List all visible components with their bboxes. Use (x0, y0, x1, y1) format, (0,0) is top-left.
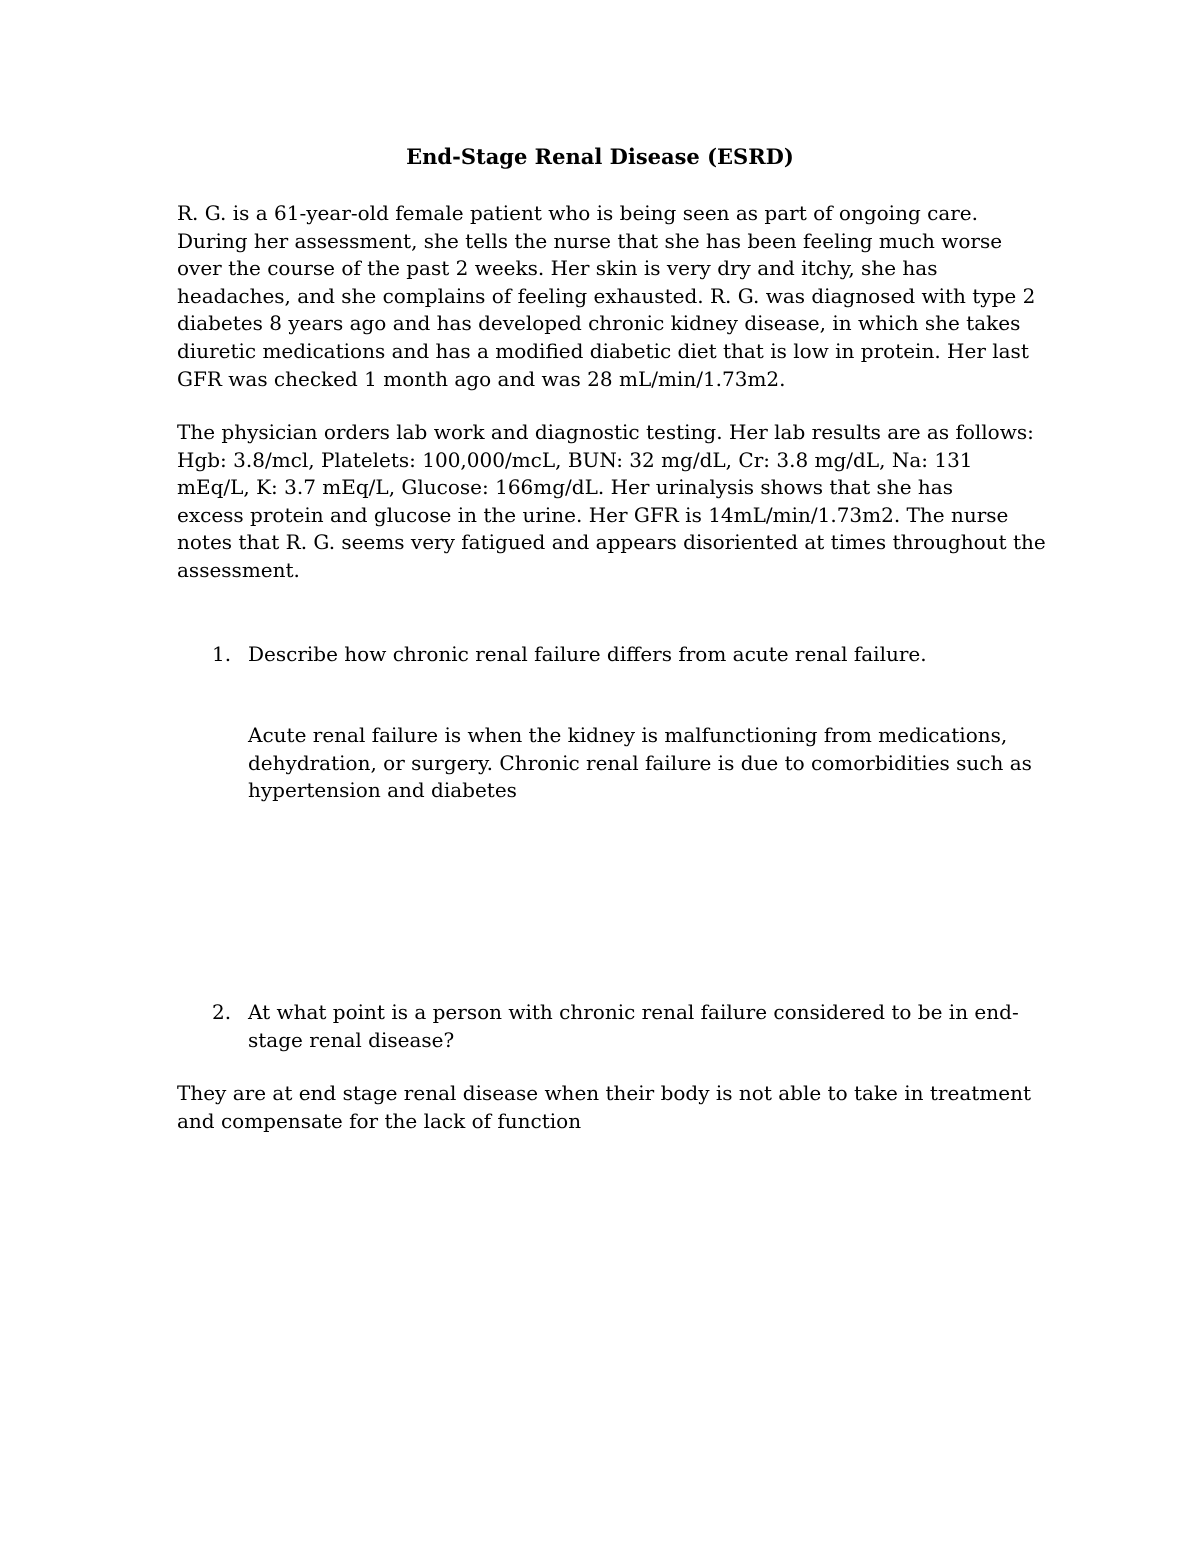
paragraph-line: The physician orders lab work and diagnostic testing. Her lab results are as follows: (177, 420, 1034, 444)
paragraph-line: GFR was checked 1 month ago and was 28 mL/min/1.73m2. (177, 366, 786, 391)
question-line: stage renal disease? (248, 1027, 455, 1052)
question-line: At what point is a person with chronic renal failure considered to be in end- (248, 1000, 1019, 1024)
answer-2 (177, 1080, 1037, 1135)
answer-line: hypertension and diabetes (248, 778, 517, 803)
paragraph-line: diabetes 8 years ago and has developed chronic kidney disease, in which she takes (177, 311, 1021, 336)
paragraph-line: mEq/L, K: 3.7 mEq/L, Glucose: 166mg/dL. Her urinalysis shows that she has (177, 475, 953, 500)
question-line: Describe how chronic renal failure differs from acute renal failure. (248, 642, 927, 666)
paragraph-line: over the course of the past 2 weeks. Her skin is very dry and itchy, she has (177, 256, 938, 281)
answer-1 (248, 722, 1038, 805)
paragraph-line: R. G. is a 61-year-old female patient who is being seen as part of ongoing care. (177, 201, 978, 225)
paragraph-line: notes that R. G. seems very fatigued and appears disoriented at times throughout the (177, 530, 1046, 555)
question-2-number: 2. (212, 1000, 232, 1024)
answer-line: and compensate for the lack of function (177, 1108, 582, 1133)
paragraph-line: headaches, and she complains of feeling exhausted. R. G. was diagnosed with type 2 (177, 283, 1036, 308)
paragraph-line: assessment. (177, 557, 300, 582)
answer-line: They are at end stage renal disease when their body is not able to take in treatment (177, 1081, 1031, 1105)
paragraph-line: Hgb: 3.8/mcl, Platelets: 100,000/mcL, BUN: 32 mg/dL, Cr: 3.8 mg/dL, Na: 131 (177, 447, 973, 472)
case-paragraph-1 (177, 200, 1037, 393)
document-title: End-Stage Renal Disease (ESRD) (406, 144, 794, 169)
paragraph-line: During her assessment, she tells the nurse that she has been feeling much worse (177, 228, 1003, 253)
question-2-text (248, 999, 1038, 1054)
paragraph-line: diuretic medications and has a modified diabetic diet that is low in protein. Her last (177, 338, 1029, 363)
case-paragraph-2 (177, 419, 1046, 585)
question-1-number: 1. (212, 642, 232, 666)
paragraph-line: excess protein and glucose in the urine. Her GFR is 14mL/min/1.73m2. The nurse (177, 502, 1009, 527)
answer-line: Acute renal failure is when the kidney is malfunctioning from medications, (248, 723, 1008, 747)
answer-line: dehydration, or surgery. Chronic renal failure is due to comorbidities such as (248, 750, 1032, 775)
question-1-text (248, 641, 1038, 669)
